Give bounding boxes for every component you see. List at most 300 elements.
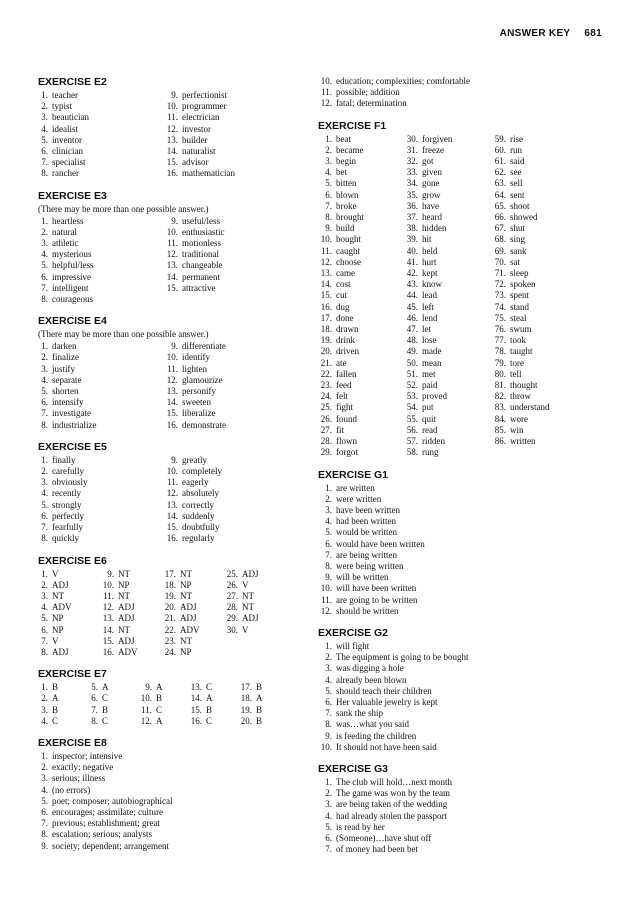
answer-item — [38, 135, 158, 146]
answer-item — [38, 602, 94, 613]
answer-item — [404, 156, 486, 167]
item-answer: C — [206, 682, 213, 693]
item-number: 79. — [494, 357, 506, 368]
exercise-title: EXERCISE E2 — [38, 76, 107, 88]
item-answer: showed — [510, 212, 538, 223]
item-number: 22. — [320, 368, 332, 379]
item-number: 14. — [190, 693, 202, 704]
item-answer: B — [52, 682, 59, 693]
item-number: 11. — [321, 594, 332, 605]
item-answer: ADV — [180, 624, 200, 635]
item-number: 3. — [41, 477, 48, 488]
item-number: 82. — [494, 391, 506, 402]
answer-item — [38, 364, 158, 375]
answer-item — [318, 335, 398, 346]
item-number: 19. — [240, 704, 252, 715]
item-number: 2. — [41, 762, 48, 773]
answer-item — [404, 369, 486, 380]
answer-grid — [318, 76, 608, 110]
answer-column — [164, 455, 284, 545]
item-answer: perfectionist — [182, 90, 227, 100]
answer-item — [318, 583, 603, 594]
answer-item — [318, 822, 603, 833]
item-number: 13. — [166, 260, 178, 271]
answer-item — [318, 279, 398, 290]
answer-column — [100, 569, 156, 659]
item-number: 4. — [41, 488, 48, 499]
item-number: 66. — [494, 212, 506, 223]
item-number: 39. — [406, 234, 418, 245]
item-number: 9. — [41, 840, 48, 851]
item-answer: left — [422, 301, 434, 312]
item-number: 31. — [406, 144, 418, 155]
item-answer: identify — [182, 352, 210, 363]
item-number: 38. — [406, 223, 418, 234]
item-answer: would be written — [336, 527, 397, 538]
item-number: 5. — [325, 527, 332, 538]
answer-item — [492, 402, 572, 413]
answer-item — [404, 190, 486, 201]
answer-item — [88, 705, 132, 716]
answer-item — [492, 268, 572, 279]
item-answer: NT — [242, 602, 254, 613]
item-answer: fit — [336, 424, 344, 435]
item-answer: society; dependent; arrangement — [52, 840, 169, 851]
item-number: 16. — [166, 419, 178, 430]
exercise-e8 — [38, 737, 300, 852]
item-answer: ADJ — [180, 613, 197, 624]
answer-item — [404, 257, 486, 268]
item-number: 14. — [166, 271, 178, 282]
answer-item — [318, 257, 398, 268]
exercise-e5 — [38, 441, 300, 545]
item-answer: NT — [52, 590, 64, 601]
answer-item — [164, 124, 284, 135]
exercise-title: EXERCISE E6 — [38, 554, 107, 567]
item-number: 18. — [240, 693, 252, 704]
item-number: 22. — [164, 624, 176, 635]
answer-item — [238, 705, 282, 716]
exercise-e4 — [38, 315, 300, 431]
answer-item — [318, 505, 603, 516]
answer-item — [88, 716, 132, 727]
item-answer: bought — [336, 234, 362, 245]
answer-item — [100, 569, 156, 580]
item-number: 3. — [325, 156, 332, 167]
item-answer: NP — [118, 579, 130, 590]
item-number: 7. — [41, 157, 48, 168]
answer-column — [318, 777, 603, 855]
item-answer: written — [510, 436, 536, 447]
answer-item — [100, 647, 156, 658]
item-answer: idealist — [52, 123, 78, 134]
item-answer: eagerly — [182, 477, 209, 488]
item-answer: forgiven — [422, 133, 453, 144]
item-answer: rise — [510, 133, 523, 144]
answer-column — [162, 569, 218, 659]
item-number: 7. — [41, 635, 48, 646]
answer-item — [318, 788, 603, 799]
item-answer: investigate — [52, 408, 91, 419]
exercise-title: EXERCISE E8 — [38, 736, 107, 749]
answer-item — [188, 682, 232, 693]
answer-item — [38, 636, 94, 647]
item-number: 32. — [406, 156, 418, 167]
item-number: 35. — [406, 189, 418, 200]
item-answer: drawn — [336, 324, 359, 335]
answer-item — [138, 716, 182, 727]
item-answer: NT — [118, 624, 130, 635]
answer-item — [318, 777, 603, 788]
item-answer: intensify — [52, 397, 84, 408]
exercise-title: EXERCISE E4 — [38, 315, 107, 328]
answer-item — [492, 156, 572, 167]
answer-item — [318, 708, 603, 719]
item-answer: NT — [180, 635, 192, 646]
item-answer: NT — [180, 590, 192, 601]
item-number: 1. — [41, 90, 48, 100]
answer-item — [492, 414, 572, 425]
answer-item — [318, 641, 603, 652]
answer-item — [224, 591, 280, 602]
item-number: 8. — [325, 719, 332, 730]
answer-item — [492, 380, 572, 391]
answer-item — [164, 477, 284, 488]
answer-item — [492, 145, 572, 156]
item-answer: ADJ — [118, 635, 135, 646]
item-number: 5. — [41, 795, 48, 806]
item-answer: NP — [52, 624, 64, 635]
item-number: 30. — [226, 624, 238, 635]
answer-item — [38, 260, 158, 271]
item-number: 8. — [41, 829, 48, 840]
answer-grid — [318, 483, 608, 617]
item-number: 60. — [494, 144, 506, 155]
answer-item — [318, 178, 398, 189]
item-number: 24. — [320, 391, 332, 402]
item-answer: bitten — [336, 178, 357, 189]
item-answer: thought — [510, 380, 538, 391]
answer-grid — [318, 134, 608, 459]
exercise-e3 — [38, 190, 300, 306]
item-answer: ADJ — [52, 646, 69, 657]
answer-item — [404, 335, 486, 346]
item-number: 23. — [164, 635, 176, 646]
item-number: 8. — [41, 419, 48, 430]
answer-item — [100, 636, 156, 647]
answer-item — [492, 425, 572, 436]
item-number: 44. — [406, 290, 418, 301]
item-answer: regularly — [182, 533, 215, 544]
answer-item — [404, 391, 486, 402]
answer-item — [492, 436, 572, 447]
item-answer: The club will hold…next month — [336, 776, 452, 787]
answer-item — [318, 527, 603, 538]
answer-item — [38, 352, 158, 363]
answer-item — [164, 283, 284, 294]
answer-item — [164, 135, 284, 146]
item-number: 8. — [91, 715, 98, 726]
answer-item — [404, 436, 486, 447]
item-answer: shorten — [52, 386, 79, 397]
item-number: 4. — [41, 602, 48, 613]
item-number: 9. — [171, 341, 178, 352]
item-number: 7. — [325, 200, 332, 211]
item-number: 20. — [320, 346, 332, 357]
answer-item — [492, 290, 572, 301]
item-answer: read — [422, 424, 438, 435]
item-number: 6. — [325, 696, 332, 707]
item-answer: proved — [422, 391, 447, 402]
exercise-g3 — [318, 763, 608, 855]
item-number: 51. — [406, 368, 418, 379]
item-answer: electrician — [182, 112, 220, 123]
exercise-e7 — [38, 668, 300, 727]
item-answer: sat — [510, 256, 520, 267]
item-number: 15. — [166, 157, 178, 168]
item-number: 61. — [494, 156, 506, 167]
answer-column — [318, 641, 603, 753]
answer-item — [404, 134, 486, 145]
answer-item — [404, 313, 486, 324]
answer-item — [318, 483, 603, 494]
answer-item — [164, 466, 284, 477]
item-answer: (no errors) — [52, 784, 91, 795]
answer-grid — [38, 569, 300, 659]
item-answer: became — [336, 144, 364, 155]
exercise-title: EXERCISE F1 — [318, 119, 387, 132]
answer-item — [318, 414, 398, 425]
answer-item — [318, 561, 603, 572]
item-answer: impressive — [52, 271, 91, 282]
answer-column — [138, 682, 182, 727]
answer-item — [164, 260, 284, 271]
item-answer: steal — [510, 312, 527, 323]
answer-item — [162, 602, 218, 613]
item-answer: correctly — [182, 499, 214, 510]
item-number: 8. — [41, 646, 48, 657]
answer-item — [38, 157, 158, 168]
item-answer: are being taken of the wedding — [336, 799, 448, 810]
item-answer: ADJ — [242, 568, 259, 579]
answer-item — [318, 844, 603, 855]
answer-item — [492, 223, 572, 234]
answer-item — [318, 606, 603, 617]
item-number: 2. — [325, 652, 332, 663]
item-answer: hurt — [422, 256, 437, 267]
exercise-title: EXERCISE E5 — [38, 440, 107, 453]
item-answer: fatal; determination — [336, 98, 407, 109]
answer-item — [318, 742, 603, 753]
answer-item — [318, 212, 398, 223]
item-number: 13. — [166, 499, 178, 510]
item-answer: intelligent — [52, 282, 89, 293]
item-answer: (Someone)…have shut off — [336, 832, 432, 843]
answer-item — [318, 76, 603, 87]
item-number: 3. — [41, 704, 48, 715]
answer-item — [164, 249, 284, 260]
item-answer: A — [256, 693, 263, 704]
answer-item — [38, 283, 158, 294]
item-answer: hidden — [422, 223, 447, 234]
answer-column — [318, 483, 603, 617]
item-answer: feed — [336, 380, 352, 391]
answer-item — [318, 134, 398, 145]
item-number: 8. — [41, 533, 48, 544]
answer-item — [404, 201, 486, 212]
answer-item — [38, 90, 158, 101]
item-answer: athletic — [52, 238, 79, 249]
answer-item — [224, 602, 280, 613]
answer-item — [404, 380, 486, 391]
answer-grid — [38, 682, 300, 727]
answer-column — [38, 682, 82, 727]
item-answer: strongly — [52, 499, 82, 510]
exercise-e2 — [38, 76, 300, 180]
answer-item — [38, 101, 158, 112]
item-answer: wore — [510, 413, 528, 424]
item-answer: broke — [336, 200, 357, 211]
item-answer: specialist — [52, 157, 86, 168]
answer-item — [164, 500, 284, 511]
answer-item — [38, 569, 94, 580]
item-answer: personify — [182, 386, 216, 397]
item-answer: tore — [510, 357, 524, 368]
item-answer: know — [422, 279, 442, 290]
item-answer: choose — [336, 256, 361, 267]
item-answer: sell — [510, 178, 523, 189]
answer-item — [38, 705, 82, 716]
item-number: 3. — [325, 504, 332, 515]
answer-item — [164, 112, 284, 123]
item-number: 4. — [41, 374, 48, 385]
answer-item — [318, 358, 398, 369]
answer-item — [224, 580, 280, 591]
item-number: 11. — [167, 112, 178, 123]
item-number: 9. — [171, 454, 178, 465]
answer-item — [38, 625, 94, 636]
item-answer: are going to be written — [336, 594, 418, 605]
item-answer: justify — [52, 363, 76, 374]
answer-item — [188, 716, 232, 727]
item-number: 1. — [325, 776, 332, 787]
item-number: 15. — [102, 635, 114, 646]
item-answer: B — [256, 715, 263, 726]
answer-item — [318, 346, 398, 357]
item-answer: sing — [510, 234, 526, 245]
item-number: 7. — [41, 408, 48, 419]
exercise-f1 — [318, 120, 608, 459]
item-number: 2. — [41, 579, 48, 590]
item-number: 46. — [406, 312, 418, 323]
item-answer: serious; illness — [52, 773, 106, 784]
item-answer: poet; composer; autobiographical — [52, 795, 173, 806]
answer-item — [38, 238, 158, 249]
item-number: 1. — [325, 640, 332, 651]
answer-item — [188, 693, 232, 704]
item-number: 9. — [171, 90, 178, 100]
answer-item — [318, 833, 603, 844]
item-answer: inventor — [52, 134, 82, 145]
exercise-title: EXERCISE G3 — [318, 762, 389, 775]
item-number: 15. — [190, 704, 202, 715]
answer-item — [318, 663, 603, 674]
answer-item — [404, 290, 486, 301]
answer-item — [404, 279, 486, 290]
item-answer: gone — [422, 178, 440, 189]
item-number: 12. — [166, 249, 178, 260]
item-answer: ADJ — [242, 613, 259, 624]
item-number: 26. — [320, 413, 332, 424]
answer-item — [162, 580, 218, 591]
answer-grid — [38, 216, 300, 306]
answer-column — [88, 682, 132, 727]
item-answer: V — [242, 579, 249, 590]
answer-column — [38, 216, 158, 306]
answer-item — [38, 477, 158, 488]
item-answer: C — [52, 715, 59, 726]
item-answer: were being written — [336, 560, 404, 571]
item-number: 74. — [494, 301, 506, 312]
answer-item — [38, 522, 158, 533]
answer-item — [100, 625, 156, 636]
item-number: 18. — [164, 579, 176, 590]
exercise-title: EXERCISE E7 — [38, 668, 107, 681]
item-answer: was…what you said — [336, 719, 409, 730]
item-number: 5. — [41, 499, 48, 510]
item-number: 12. — [102, 602, 114, 613]
answer-item — [318, 436, 398, 447]
item-number: 15. — [320, 290, 332, 301]
item-answer: V — [52, 635, 59, 646]
exercise-title: EXERCISE G2 — [318, 626, 389, 639]
answer-item — [88, 682, 132, 693]
item-answer: industrialize — [52, 419, 97, 430]
item-answer: clinician — [52, 146, 83, 157]
answer-item — [162, 569, 218, 580]
answer-item — [318, 246, 398, 257]
answer-item — [38, 168, 158, 179]
answer-item — [318, 391, 398, 402]
item-answer: perfectly — [52, 510, 84, 521]
item-number: 10. — [320, 583, 332, 594]
item-number: 16. — [166, 168, 178, 179]
item-number: 9. — [107, 568, 114, 579]
item-answer: run — [510, 144, 522, 155]
answer-item — [318, 156, 398, 167]
item-answer: helpful/less — [52, 260, 94, 271]
item-number: 14. — [320, 279, 332, 290]
item-answer: throw — [510, 391, 531, 402]
item-answer: put — [422, 402, 434, 413]
item-number: 12. — [140, 715, 152, 726]
answer-item — [404, 324, 486, 335]
item-number: 18. — [320, 324, 332, 335]
item-number: 4. — [41, 715, 48, 726]
item-number: 3. — [41, 590, 48, 601]
item-answer: driven — [336, 346, 359, 357]
item-answer: is read by her — [336, 821, 385, 832]
answer-item — [38, 762, 298, 773]
item-answer: fallen — [336, 368, 357, 379]
item-number: 25. — [320, 402, 332, 413]
item-answer: NT — [118, 568, 130, 579]
answer-item — [162, 647, 218, 658]
item-answer: possible; addition — [336, 87, 400, 98]
item-answer: attractive — [182, 282, 216, 293]
item-answer: shoot — [510, 200, 530, 211]
answer-grid — [38, 341, 300, 431]
